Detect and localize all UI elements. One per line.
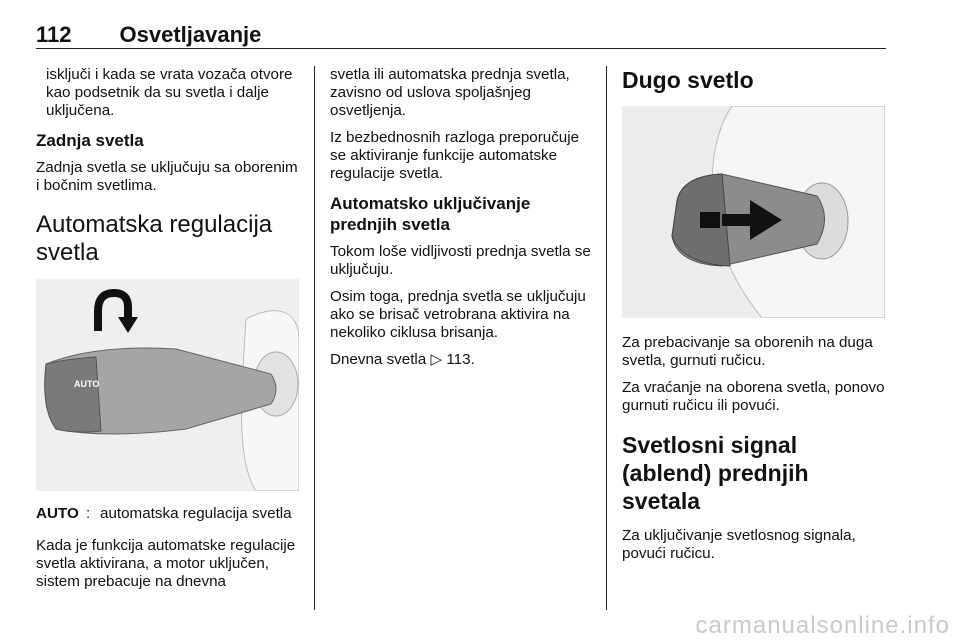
- continued-paragraph: isključi i kada se vrata vozača otvore kao podsetnik da su svetla i dalje uključena.: [46, 66, 293, 119]
- definition-auto: [36, 505, 301, 523]
- header-rule: [36, 48, 886, 49]
- watermark: carmanualsonline.info: [695, 612, 950, 639]
- page-header: [36, 22, 261, 48]
- column-3: [622, 66, 887, 572]
- page-number: 112: [36, 22, 72, 47]
- paragraph-continued: svetla ili automatska prednja svetla, zavisno od uslova spoljašnjeg osvetljenja.: [330, 66, 570, 119]
- definition-term: AUTO: [36, 505, 79, 522]
- column-1: [36, 66, 301, 600]
- heading-auto-front-lights: Automatsko uključivanje prednjih svetla: [330, 194, 531, 234]
- heading-headlight-flash: Svetlosni signal (ablend) prednjih svetala: [622, 432, 809, 514]
- lever-figure-icon: [36, 279, 299, 491]
- column-2: [330, 66, 595, 378]
- column-divider: [606, 66, 607, 610]
- heading-auto-light: Automatska regulacija svetla: [36, 211, 273, 266]
- paragraph-daytime-lights-link[interactable]: Dnevna svetla ▷ 113.: [330, 351, 475, 368]
- paragraph-auto-active: Kada je funkcija automatske regulacije svetla aktivirana, a motor uključen, sistem prebacuje na dnevna: [36, 537, 296, 590]
- paragraph-to-high-beam: Za prebacivanje sa oborenih na duga svetla, gurnuti ručicu.: [622, 334, 873, 369]
- auto-label: AUTO: [74, 379, 100, 389]
- high-beam-figure-icon: [622, 106, 885, 318]
- paragraph-wiper: Osim toga, prednja svetla se uključuju ako se brisač vetrobrana aktivira na nekoliko ciklusa brisanja.: [330, 288, 586, 341]
- heading-rear-lights: Zadnja svetla: [36, 131, 144, 150]
- paragraph-to-low-beam: Za vraćanje na oborena svetla, ponovo gurnuti ručicu ili povući.: [622, 379, 885, 414]
- paragraph-safety: Iz bezbednosnih razloga preporučuje se aktiviranje funkcije automatske regulacije svetla.: [330, 129, 580, 182]
- paragraph-flash: Za uključivanje svetlosnog signala, povući ručicu.: [622, 527, 856, 562]
- paragraph-rear-lights: Zadnja svetla se uključuju sa oborenim i bočnim svetlima.: [36, 159, 298, 194]
- definition-text: automatska regulacija svetla: [100, 505, 292, 522]
- page-title: Osvetljavanje: [119, 22, 262, 47]
- definition-colon: :: [86, 505, 91, 522]
- paragraph-low-visibility: Tokom loše vidljivosti prednja svetla se uključuju.: [330, 243, 591, 278]
- heading-high-beam: Dugo svetlo: [622, 67, 754, 93]
- column-divider: [314, 66, 315, 610]
